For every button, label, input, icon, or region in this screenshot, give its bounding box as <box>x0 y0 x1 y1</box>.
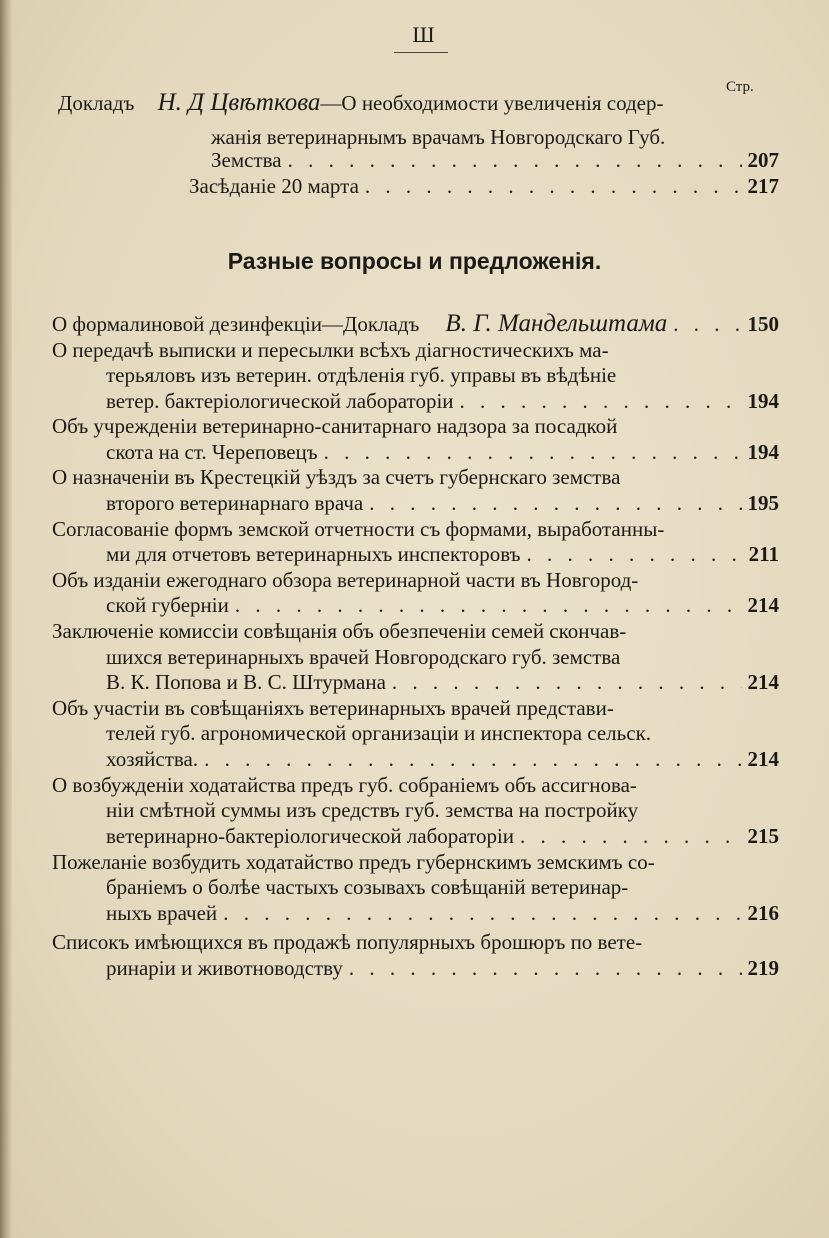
page-number: Ш <box>412 22 436 47</box>
dot-leader <box>349 955 742 981</box>
toc-line <box>211 147 779 173</box>
dot-leader <box>673 311 741 337</box>
page-ref: 150 <box>747 312 779 336</box>
toc-text: Списокъ имѣющихся въ продажѣ популярныхъ брошюръ по вете- <box>52 930 643 954</box>
toc-line <box>106 669 779 695</box>
page-ref: 215 <box>747 824 779 848</box>
page-ref: 214 <box>747 747 779 771</box>
toc-line <box>52 311 779 337</box>
toc-text: браніемъ о болѣе частыхъ созывахъ совѣщаній ветеринар- <box>106 875 629 899</box>
page-ref: 207 <box>747 148 779 172</box>
toc-text: жанія ветеринарнымъ врачамъ Новгородскаго Губ. <box>211 125 666 149</box>
toc-text: ныхъ врачей <box>106 901 218 925</box>
toc-text: Докладъ <box>58 91 135 115</box>
page-column-label: Стр. <box>726 79 754 95</box>
section-title: Разные вопросы и предложенія. <box>227 248 602 274</box>
toc-text: Земства <box>211 148 282 172</box>
page-ref: 217 <box>747 174 779 198</box>
toc-line <box>106 874 758 900</box>
toc-text: О возбужденіи ходатайства предъ губ. собраніемъ объ ассигнова- <box>52 773 637 797</box>
toc-line <box>106 955 779 981</box>
toc-line <box>106 592 779 618</box>
page-ref: 216 <box>747 901 779 925</box>
toc-line <box>106 797 758 823</box>
toc-text: Пожеланіе возбудить ходатайство предъ губернскимъ земскимъ со- <box>52 850 655 874</box>
toc-text: хозяйства. <box>106 747 199 771</box>
toc-line <box>106 541 779 567</box>
toc-text: О формалиновой дезинфекціи—Докладъ <box>52 312 420 336</box>
toc-text: —О необходимости увеличенія содер- <box>320 91 664 115</box>
toc-text: О передачѣ выписки и пересылки всѣхъ діагностическихъ ма- <box>52 338 609 362</box>
toc-text: ринаріи и животноводству <box>106 956 343 980</box>
author-name: В. Г. Мандельштама <box>445 310 668 337</box>
toc-text: Объ учрежденіи ветеринарно-санитарнаго надзора за посадкой <box>52 414 618 438</box>
dot-leader <box>223 900 741 926</box>
toc-line <box>106 746 779 772</box>
toc-text: О назначеніи въ Крестецкій уѣздъ за счетъ губернскаго земства <box>52 465 621 489</box>
dot-leader <box>369 490 741 516</box>
toc-line <box>106 823 779 849</box>
toc-text: В. К. Попова и В. С. Штурмана <box>106 670 386 694</box>
toc-text: ветер. бактеріологической лабораторіи <box>106 389 454 413</box>
dot-leader <box>520 823 741 849</box>
page-ref: 211 <box>748 542 779 566</box>
toc-line <box>52 337 758 363</box>
toc-line <box>106 490 779 516</box>
toc-line <box>52 929 758 955</box>
toc-text: Согласованіе формъ земской отчетности съ формами, выработанны- <box>52 517 665 541</box>
page-ref: 214 <box>747 670 779 694</box>
page-ref: 219 <box>747 956 779 980</box>
toc-line <box>52 567 758 593</box>
toc-text: Заключеніе комиссіи совѣщанія объ обезпеченіи семей скончав- <box>52 619 627 643</box>
toc-line <box>106 439 779 465</box>
toc-text: Объ изданіи ежегоднаго обзора ветеринарной части въ Новгород- <box>52 568 639 592</box>
toc-text: Объ участіи въ совѣщаніяхъ ветеринарныхъ врачей представи- <box>52 696 614 720</box>
toc-text: ской губерніи <box>106 593 229 617</box>
author-name: Н. Д Цвѣткова <box>157 89 321 116</box>
toc-text: ветеринарно-бактеріологической лабораторіи <box>106 824 515 848</box>
toc-line <box>106 900 779 926</box>
toc-text: телей губ. агрономической организаціи и инспектора сельск. <box>106 721 652 745</box>
toc-text: ніи смѣтной суммы изъ средствъ губ. земства на постройку <box>106 798 639 822</box>
toc-text: Засѣданіе 20 марта <box>189 174 359 198</box>
dot-leader <box>460 388 742 414</box>
toc-line <box>52 516 758 542</box>
toc-line <box>52 464 758 490</box>
dot-leader <box>527 541 743 567</box>
toc-line <box>58 90 756 116</box>
toc-line <box>106 644 758 670</box>
dot-leader <box>324 439 742 465</box>
toc-line <box>52 695 758 721</box>
dot-leader <box>288 147 742 173</box>
toc-line <box>52 849 758 875</box>
dot-leader <box>204 746 741 772</box>
dot-leader <box>392 669 742 695</box>
toc-line <box>189 173 779 199</box>
toc-line <box>52 413 758 439</box>
dot-leader <box>365 173 742 199</box>
dot-leader <box>235 592 742 618</box>
toc-line <box>52 618 758 644</box>
toc-text: второго ветеринарнаго врача <box>106 491 364 515</box>
toc-text: ми для отчетовъ ветеринарныхъ инспекторовъ <box>106 542 521 566</box>
toc-line <box>106 362 758 388</box>
page-ref: 194 <box>747 389 779 413</box>
toc-text: скота на ст. Череповецъ <box>106 440 318 464</box>
toc-line <box>106 388 779 414</box>
toc-line <box>106 720 758 746</box>
book-spine-shadow <box>0 0 12 1238</box>
toc-text: шихся ветеринарныхъ врачей Новгородскаго губ. земства <box>106 645 621 669</box>
page-number-rule <box>394 52 448 53</box>
page-ref: 195 <box>747 491 779 515</box>
page-ref: 194 <box>747 440 779 464</box>
toc-line <box>52 772 758 798</box>
toc-text: терьяловъ изъ ветерин. отдѣленія губ. управы въ вѣдѣніе <box>106 363 617 387</box>
page-ref: 214 <box>747 593 779 617</box>
